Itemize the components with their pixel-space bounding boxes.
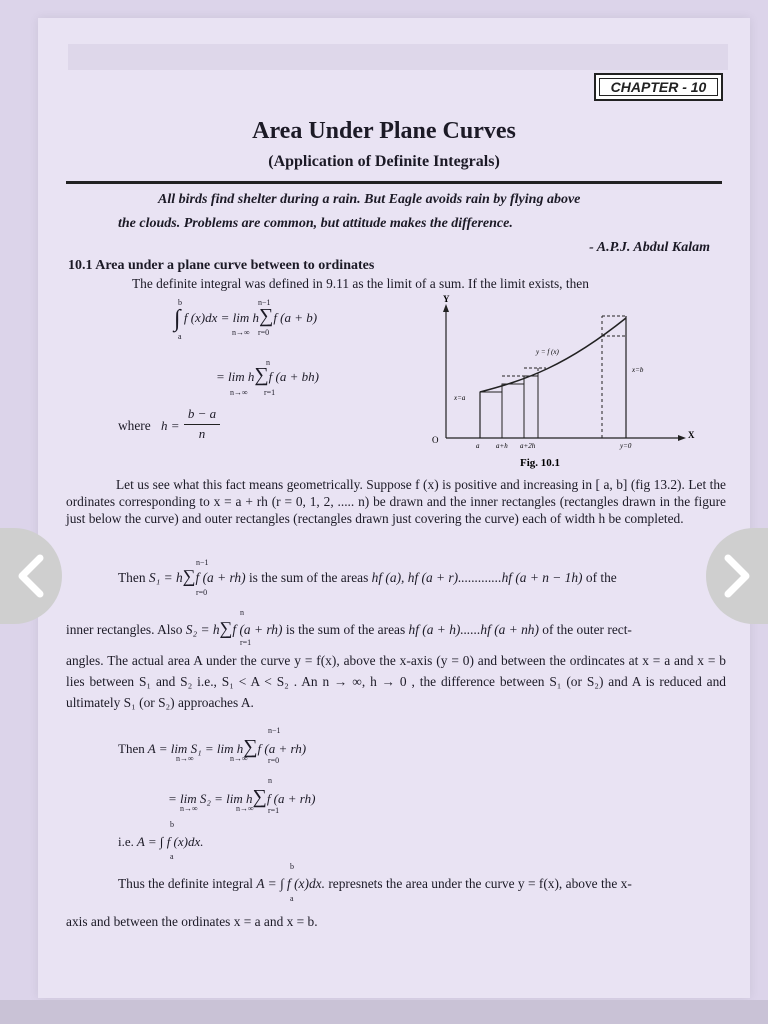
- equation-limit-s1: Then A = lim S₁ = lim h∑f (a + rh): [118, 736, 307, 758]
- paragraph-2-rest: angles. The actual area A under the curve y = f(x), above the x-axis (y = 0) and between the ordincates at x = a and x = b lies between S₁ and S₂ i.e., S₁ < A < S₂ . An n → ∞, h → 0 , the difference between S₁ (or S₂) and A is reduced and ultimately S₁ (or S₂) approaches A.: [66, 653, 726, 710]
- inner-rect-1: [480, 392, 502, 438]
- paragraph-1: Let us see what this fact means geometrically. Suppose f (x) is positive and increasing in [ a, b] (fig 13.2). Let the ordinates corresponding to x = a + rh (r = 0, 1, 2, ..... n) be drawn and the inner rectangles (rectangles drawn in the figure just below the curve) and outer rectangles (rectangles drawn just covering the curve) each of width h be completed.: [66, 477, 726, 526]
- chevron-left-icon: [14, 554, 48, 598]
- x-b-label: x=b: [632, 366, 644, 374]
- then-s1-upper: n−1: [196, 558, 209, 567]
- header-strip: [68, 44, 728, 70]
- page-subtitle: (Application of Definite Integrals): [268, 153, 500, 170]
- then-s1-line: Then S₁ = h∑f (a + rh) is the sum of the areas hf (a), hf (a + r).............hf (a + n − 1h) of the: [118, 566, 617, 586]
- where-numerator: b − a: [187, 406, 217, 421]
- curve-label: y = f (x): [536, 348, 559, 356]
- where-label: where: [118, 418, 151, 433]
- then3-lower: r=1: [268, 806, 280, 815]
- tick-y-0: y=0: [620, 442, 632, 450]
- tick-a-plus-2h: a+2h: [520, 442, 536, 450]
- then3-under-1: n→∞: [180, 804, 198, 813]
- then2-upper: n−1: [268, 726, 281, 735]
- chapter-label: CHAPTER - 10: [594, 73, 723, 101]
- x-axis-arrow: [678, 435, 686, 441]
- x-axis-label: X: [688, 430, 695, 440]
- origin-label: O: [432, 435, 439, 445]
- inner-rect-3: [524, 376, 538, 438]
- y-axis-arrow: [443, 304, 449, 312]
- quote-line-2: the clouds. Problems are common, but attitude makes the difference.: [118, 216, 513, 231]
- para2-sum-upper: n: [240, 608, 244, 617]
- title-rule: [66, 181, 722, 184]
- page-title: Area Under Plane Curves: [252, 118, 516, 144]
- then-s1-lower: r=0: [196, 588, 208, 597]
- figure-caption: Fig. 10.1: [520, 457, 561, 469]
- bottom-edge: [0, 1000, 768, 1024]
- equation-limit-s2: = lim S₂ = lim h∑f (a + rh): [168, 786, 316, 808]
- then2-under-2: n→∞: [230, 754, 248, 763]
- chevron-right-icon: [720, 554, 754, 598]
- then3-under-2: n→∞: [236, 804, 254, 813]
- final-lower: a: [290, 894, 294, 903]
- x-a-label: x=a: [454, 394, 466, 402]
- section-heading: 10.1 Area under a plane curve between to ordinates: [68, 258, 375, 273]
- equation-2: = lim h∑f (a + bh) n r=1 n→∞: [216, 358, 319, 397]
- quote-author: - A.P.J. Abdul Kalam: [589, 240, 710, 255]
- y-axis-label: Y: [443, 294, 450, 304]
- tick-a-plus-h: a+h: [496, 442, 508, 450]
- inner-rect-2: [502, 384, 524, 438]
- intro-text: The definite integral was defined in 9.11 as the limit of a sum. If the limit exists, then: [132, 276, 589, 291]
- ie-lower: a: [170, 852, 174, 861]
- final-upper: b: [290, 862, 294, 871]
- final-line-2: axis and between the ordinates x = a and x = b.: [66, 914, 318, 929]
- tick-a: a: [476, 442, 480, 450]
- ie-upper: b: [170, 820, 174, 829]
- final-line-1: Thus the definite integral A = ∫ f (x)dx. represnets the area under the curve y = f(x), above the x-: [118, 876, 632, 891]
- then3-upper: n: [268, 776, 272, 785]
- equation-1: b ∫ a f (x)dx = lim h∑f (a + b) n−1 r=0 n→∞: [174, 298, 318, 341]
- paragraph-2-line-1: inner rectangles. Also S₂ = h∑f (a + rh) is the sum of the areas hf (a + h)......hf (a + nh) of the outer rect-: [66, 618, 632, 638]
- then2-under-1: n→∞: [176, 754, 194, 763]
- where-denominator: n: [198, 426, 206, 441]
- equation-ie: i.e. A = ∫ f (x)dx.: [118, 834, 204, 849]
- quote-line-1: All birds find shelter during a rain. But Eagle avoids rain by flying above: [158, 192, 581, 207]
- where-h: h =: [161, 418, 180, 433]
- then2-lower: r=0: [268, 756, 280, 765]
- figure-10-1: [416, 294, 695, 472]
- fraction-bar: [184, 424, 220, 425]
- para2-sum-lower: r=1: [240, 638, 252, 647]
